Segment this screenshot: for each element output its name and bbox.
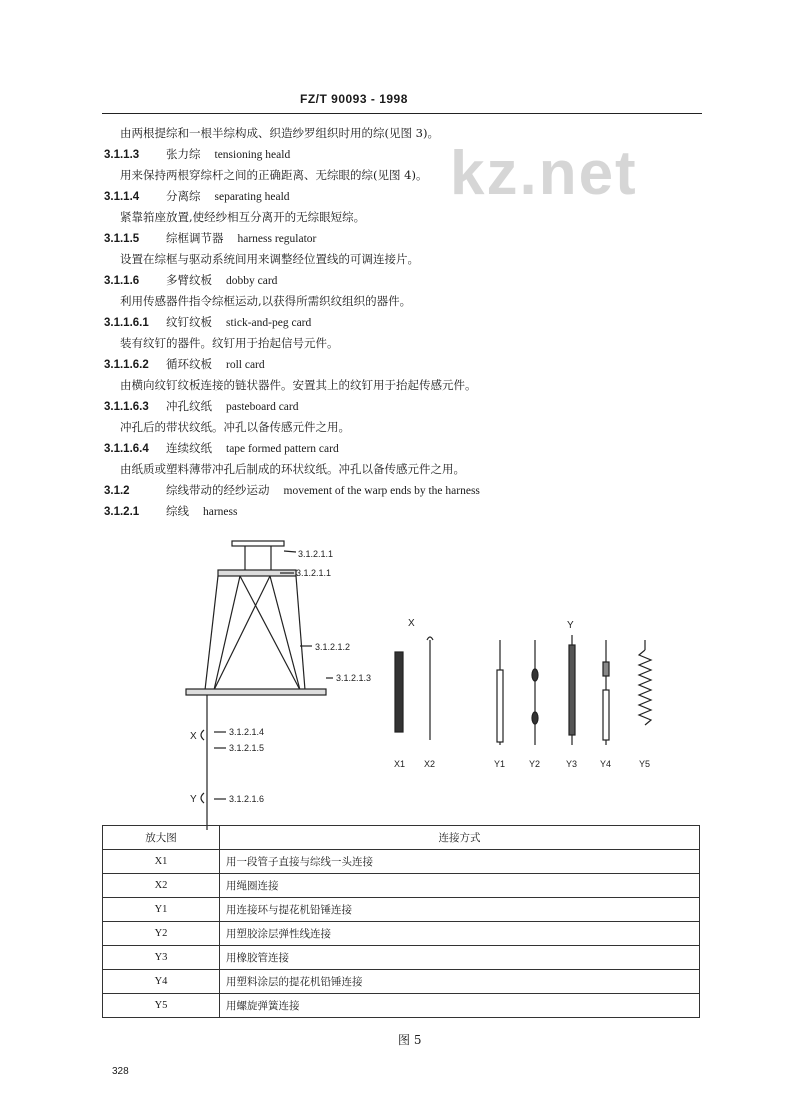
term-en: harness regulator <box>237 233 317 245</box>
term-zh: 多臂纹板 <box>166 273 212 287</box>
definition-text: 由两根提综和一根半综构成、织造纱罗组织时用的综(见图 3)。 <box>120 126 439 140</box>
clause-number: 3.1.1.6.3 <box>104 401 149 413</box>
item-label-x2: X2 <box>424 759 436 769</box>
clause-number: 3.1.1.6.2 <box>104 359 149 371</box>
table-row <box>103 994 700 1018</box>
term-en: tensioning heald <box>214 149 291 161</box>
clause-number: 3.1.1.3 <box>104 149 140 161</box>
definition-text: 由横向纹钉纹板连接的链状器件。安置其上的纹钉用于抬起传感元件。 <box>120 378 477 392</box>
term-zh: 张力综 <box>166 147 201 161</box>
callout-3-1-2-1-6: 3.1.2.1.6 <box>229 794 265 804</box>
table-cell-view: Y4 <box>103 970 220 994</box>
item-label-x1: X1 <box>394 759 406 769</box>
clause-number: 3.1.1.6 <box>104 275 140 287</box>
header-connection-method: 连接方式 <box>220 826 700 850</box>
callout-3-1-2-1-1: 3.1.2.1.1 <box>298 549 334 559</box>
table-cell-method: 用塑胶涂层弹性线连接 <box>220 922 700 946</box>
clause-number: 3.1.1.4 <box>104 191 140 203</box>
callout-3-1-2-1-5: 3.1.2.1.5 <box>229 743 265 753</box>
table-row <box>103 850 700 874</box>
definition-text: 由纸质或塑料薄带冲孔后制成的环状纹纸。冲孔以备传感元件之用。 <box>120 462 465 476</box>
table-cell-view: X2 <box>103 874 220 898</box>
table-cell-view: X1 <box>103 850 220 874</box>
marker-y: Y <box>190 794 197 805</box>
table-cell-method: 用塑料涂层的提花机铅锤连接 <box>220 970 700 994</box>
table-cell-view: Y3 <box>103 946 220 970</box>
callout-3-1-2-1-1-bar: 3.1.2.1.1 <box>296 568 332 578</box>
definition-text: 设置在综框与驱动系统间用来调整经位置线的可调连接片。 <box>120 252 419 266</box>
connection-table <box>102 825 700 1018</box>
term-en: pasteboard card <box>226 401 299 413</box>
table-cell-method: 用连接环与提花机铅锤连接 <box>220 898 700 922</box>
term-en: movement of the warp ends by the harness <box>283 485 480 497</box>
callout-3-1-2-1-4: 3.1.2.1.4 <box>229 727 265 737</box>
term-zh: 连续纹纸 <box>166 441 212 455</box>
header-enlarged-view: 放大图 <box>103 826 220 850</box>
callout-3-1-2-1-3: 3.1.2.1.3 <box>336 673 372 683</box>
table-cell-method: 用绳圈连接 <box>220 874 700 898</box>
item-label-y2: Y2 <box>529 759 541 769</box>
table-row <box>103 922 700 946</box>
table-cell-method: 用螺旋弹簧连接 <box>220 994 700 1018</box>
definition-text: 用来保持两根穿综杆之间的正确距离、无综眼的综(见图 4)。 <box>120 168 428 182</box>
clause-number: 3.1.2.1 <box>104 506 140 518</box>
table-cell-view: Y2 <box>103 922 220 946</box>
group-label-y: Y <box>567 620 574 631</box>
term-zh: 纹钉纹板 <box>166 315 212 329</box>
term-en: tape formed pattern card <box>226 443 339 455</box>
clause-number: 3.1.1.5 <box>104 233 140 245</box>
term-en: harness <box>203 506 238 518</box>
clause-number: 3.1.1.6.4 <box>104 443 149 455</box>
page-number: 328 <box>112 1066 129 1077</box>
item-label-y3: Y3 <box>566 759 578 769</box>
table-row <box>103 946 700 970</box>
item-label-y1: Y1 <box>494 759 506 769</box>
table-cell-method: 用一段管子直接与综线一头连接 <box>220 850 700 874</box>
marker-x: X <box>190 731 197 742</box>
document-header: FZ/T 90093 - 1998 <box>300 92 408 106</box>
term-en: separating heald <box>214 191 290 203</box>
term-zh: 循环纹板 <box>166 357 212 371</box>
term-zh: 综框调节器 <box>166 231 224 245</box>
table-cell-view: Y5 <box>103 994 220 1018</box>
term-en: stick-and-peg card <box>226 317 312 329</box>
term-zh: 综线 <box>166 504 189 518</box>
callout-3-1-2-1-2: 3.1.2.1.2 <box>315 642 351 652</box>
watermark: kz.net <box>450 139 638 208</box>
table-row <box>103 970 700 994</box>
term-en: dobby card <box>226 275 278 287</box>
clause-number: 3.1.2 <box>104 485 130 497</box>
definition-text: 紧靠筘座放置,使经纱相互分离开的无综眼短综。 <box>120 210 366 224</box>
term-en: roll card <box>226 359 265 371</box>
figure-caption: 图 5 <box>398 1033 422 1047</box>
table-header-row <box>103 826 700 850</box>
table-cell-method: 用橡胶管连接 <box>220 946 700 970</box>
definition-text: 装有纹钉的器件。纹钉用于抬起信号元件。 <box>120 336 339 350</box>
table-cell-view: Y1 <box>103 898 220 922</box>
term-zh: 综线带动的经纱运动 <box>166 483 270 497</box>
item-label-y5: Y5 <box>639 759 651 769</box>
definition-text: 利用传感器件指令综框运动,以获得所需织纹组织的器件。 <box>120 294 412 308</box>
table-row <box>103 874 700 898</box>
term-zh: 分离综 <box>166 189 201 203</box>
table-row <box>103 898 700 922</box>
item-label-y4: Y4 <box>600 759 612 769</box>
term-zh: 冲孔纹纸 <box>166 399 212 413</box>
definition-text: 冲孔后的带状纹纸。冲孔以备传感元件之用。 <box>120 420 350 434</box>
group-label-x: X <box>408 618 415 629</box>
clause-number: 3.1.1.6.1 <box>104 317 149 329</box>
